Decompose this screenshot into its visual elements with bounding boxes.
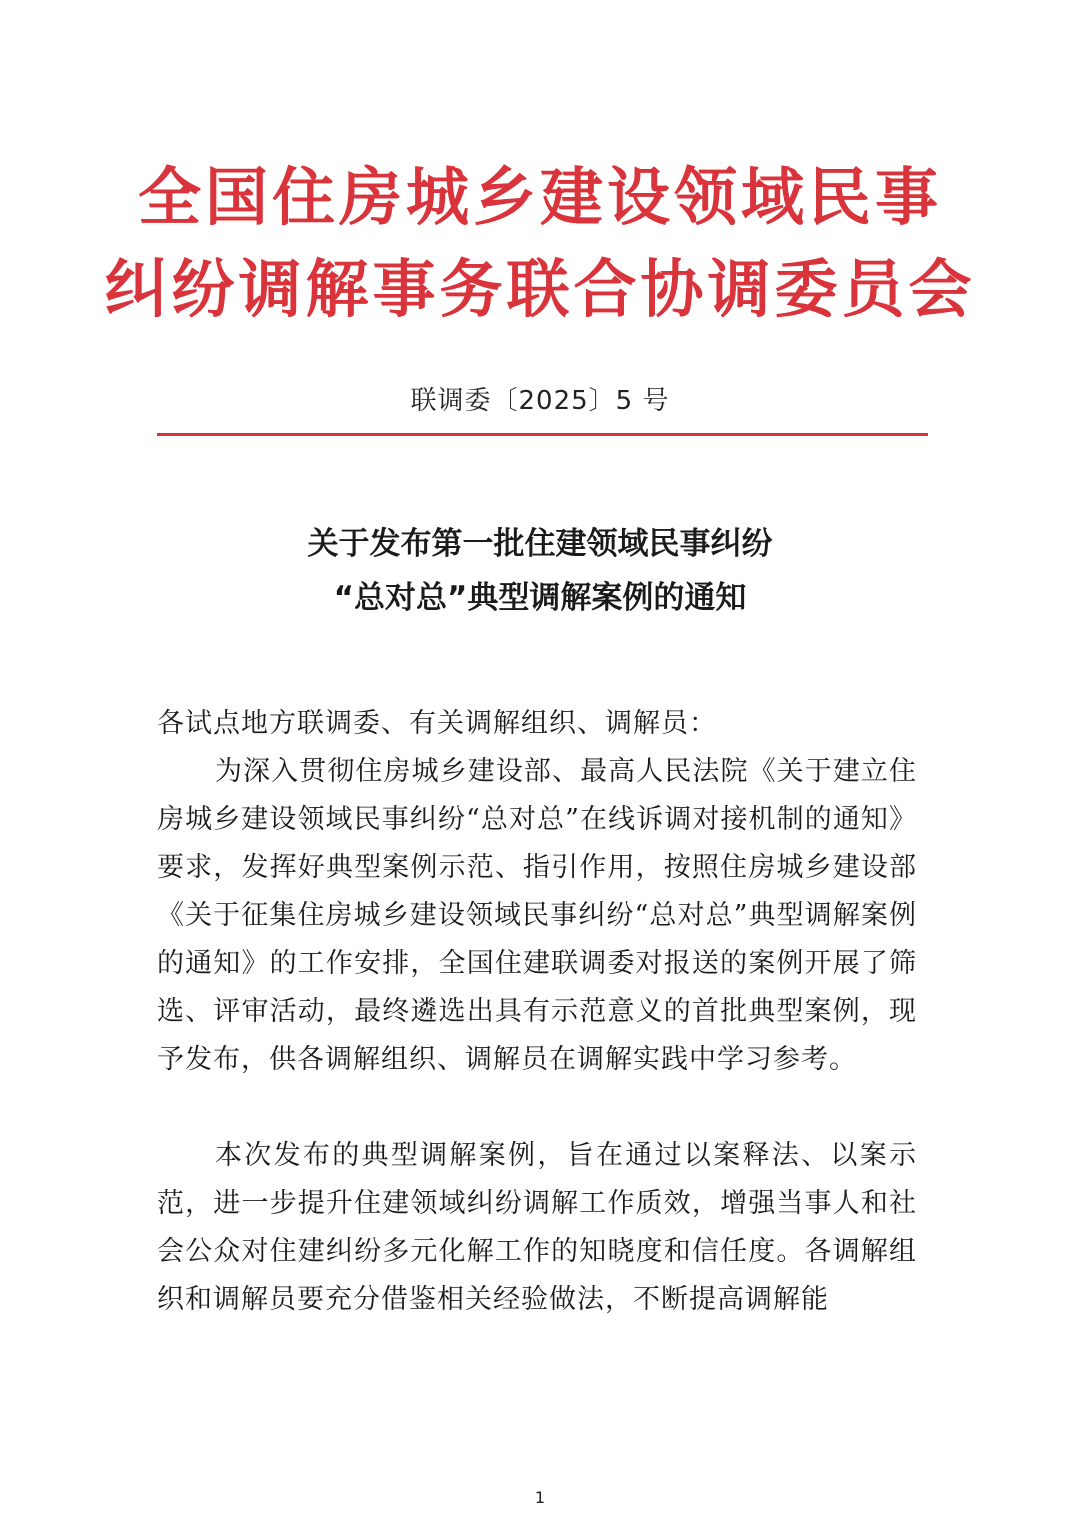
salutation: 各试点地方联调委、有关调解组织、调解员： <box>157 708 717 739</box>
issuer-title-line-2: 纠纷调解事务联合协调委员会 <box>104 253 976 326</box>
body-paragraph-1: 为深入贯彻住房城乡建设部、最高人民法院《关于建立住房城乡建设领域民事纠纷“总对总”在线诉调对接机制的通知》要求，发挥好典型案例示范、指引作用，按照住房城乡建设部《关于征集住房城乡建设领域民事纠纷“总对总”典型调解案例的通知》的工作安排，全国住建联调委对报送的案例开展了筛选、评审活动，最终遴选出具有示范意义的首批典型案例，现予发布，供各调解组织、调解员在调解实践中学习参考。 <box>157 756 917 1075</box>
notice-title-line-1: 关于发布第一批住建领域民事纠纷 <box>307 526 773 562</box>
document-number: 联调委〔2025〕5 号 <box>410 386 670 416</box>
notice-title-line-2: “总对总”典型调解案例的通知 <box>333 580 747 616</box>
red-divider-line <box>157 433 928 436</box>
issuer-title-line-1: 全国住房城乡建设领域民事 <box>138 161 942 234</box>
page-number: 1 <box>534 1488 546 1507</box>
body-paragraph-2: 本次发布的典型调解案例，旨在通过以案释法、以案示范，进一步提升住建领域纠纷调解工作质效，增强当事人和社会公众对住建纠纷多元化解工作的知晓度和信任度。各调解组织和调解员要充分借鉴相关经验做法，不断提高调解能 <box>157 1140 917 1315</box>
